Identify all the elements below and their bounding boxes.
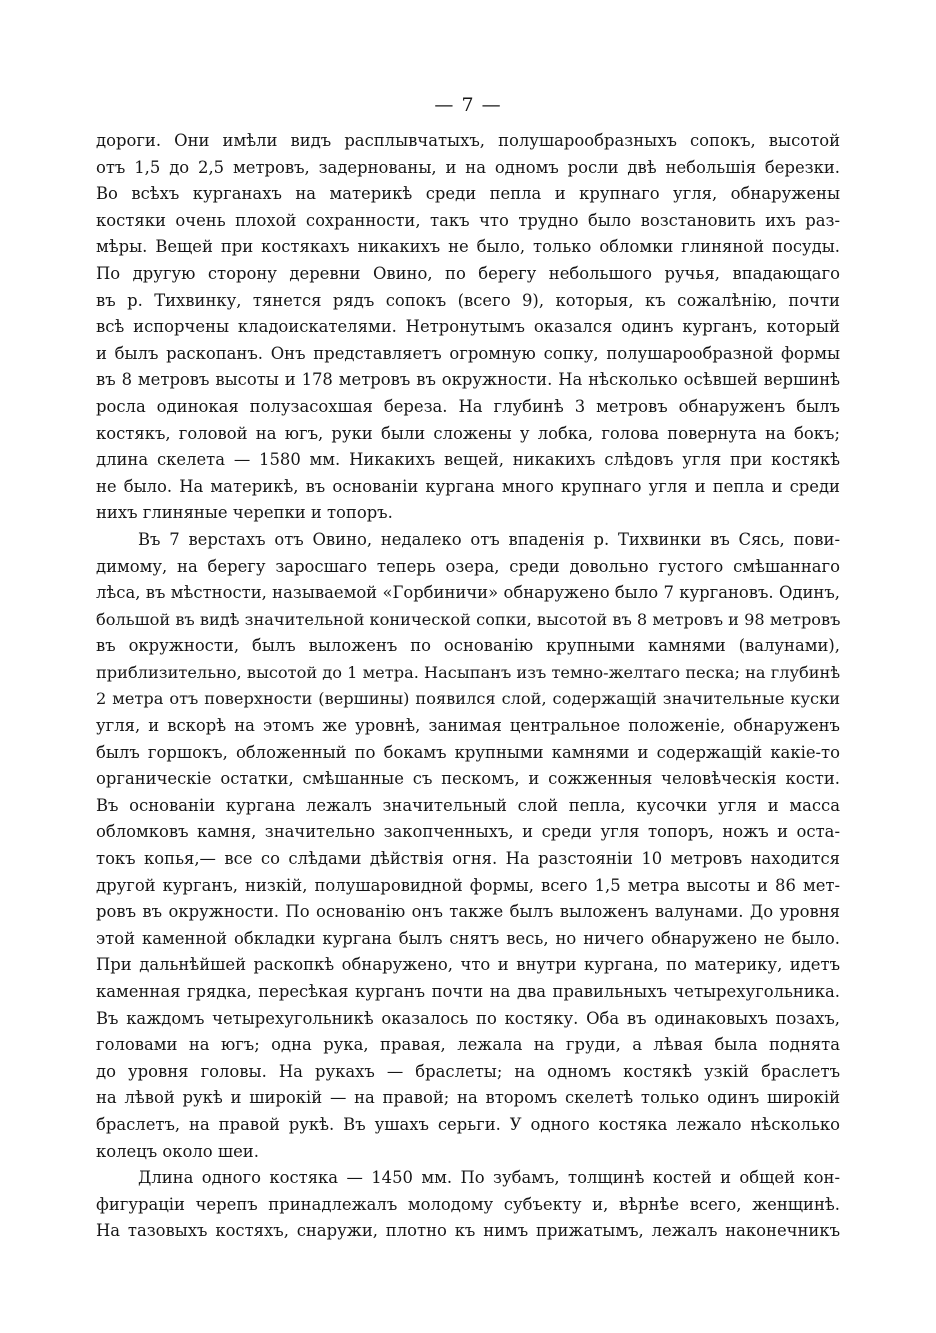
text-line: Въ каждомъ четырехугольникѣ оказалось по костяку. Оба въ одинаковыхъ позахъ, xyxy=(96,1008,840,1028)
text-line: всѣ испорчены кладоискателями. Нетронутымъ оказался одинъ курганъ, который xyxy=(96,317,840,337)
text-line: въ р. Тихвинку, тянется рядъ сопокъ (всего 9), которыя, къ сожалѣнію, почти xyxy=(96,290,840,310)
text-line: въ окружности, былъ выложенъ по основанію крупными камнями (валунами), xyxy=(96,636,840,656)
text-line: каменная грядка, пересѣкая курганъ почти на два правильныхъ четырехугольника. xyxy=(96,982,840,1001)
text-line: ровъ въ окружности. По основанію онъ также былъ выложенъ валунами. До уровня xyxy=(96,902,840,922)
text-line: органическіе остатки, смѣшанные съ пескомъ, и сожженныя человѣческія кости. xyxy=(96,769,840,789)
text-line: нихъ глиняные черепки и топоръ. xyxy=(96,503,393,523)
text-line: На тазовыхъ костяхъ, снаружи, плотно къ нимъ прижатымъ, лежалъ наконечникъ xyxy=(96,1221,840,1241)
text-line: до уровня головы. На рукахъ — браслеты; на одномъ костякѣ узкій браслетъ xyxy=(96,1061,840,1081)
text-line: росла одинокая полузасохшая береза. На глубинѣ 3 метровъ обнаруженъ былъ xyxy=(96,396,840,416)
paragraph-2 xyxy=(96,527,840,1165)
text-line: колецъ около шеи. xyxy=(96,1141,259,1161)
body-text xyxy=(96,128,840,1245)
text-line: дороги. Они имѣли видъ расплывчатыхъ, полушарообразныхъ сопокъ, высотой xyxy=(96,131,840,150)
text-line: Во всѣхъ курганахъ на материкѣ среди пепла и крупнаго угля, обнаружены xyxy=(96,184,840,204)
text-line: другой курганъ, низкій, полушаровидной формы, всего 1,5 метра высоты и 86 мет- xyxy=(96,875,840,895)
text-line: головами на югъ; одна рука, правая, лежала на груди, а лѣвая была поднята xyxy=(96,1035,840,1055)
text-line: костякъ, головой на югъ, руки были сложены у лобка, голова повернута на бокъ; xyxy=(96,423,840,443)
text-line: браслетъ, на правой рукѣ. Въ ушахъ серьги. У одного костяка лежало нѣсколько xyxy=(96,1114,840,1134)
paragraph-1 xyxy=(96,128,840,527)
text-line: Въ основаніи кургана лежалъ значительный слой пепла, кусочки угля и масса xyxy=(96,795,840,815)
page-number: — 7 — xyxy=(434,94,502,116)
text-line: токъ копья,— все со слѣдами дѣйствія огня. На разстояніи 10 метровъ находится xyxy=(96,849,840,869)
paragraph-3 xyxy=(96,1165,840,1245)
text-line: 2 метра отъ поверхности (вершины) появился слой, содержащій значительные куски xyxy=(96,689,840,709)
text-line: При дальнѣйшей раскопкѣ обнаружено, что и внутри кургана, по материку, идетъ xyxy=(96,955,840,975)
text-line: въ 8 метровъ высоты и 178 метровъ въ окружности. На нѣсколько осѣвшей вершинѣ xyxy=(96,370,840,390)
text-line: на лѣвой рукѣ и широкій — на правой; на второмъ скелетѣ только одинъ широкій xyxy=(96,1088,840,1108)
text-line: длина скелета — 1580 мм. Никакихъ вещей, никакихъ слѣдовъ угля при костякѣ xyxy=(96,450,840,470)
text-line: отъ 1,5 до 2,5 метровъ, задернованы, и на одномъ росли двѣ небольшія березки. xyxy=(96,157,840,177)
text-line: и былъ раскопанъ. Онъ представляетъ огромную сопку, полушарообразной формы xyxy=(96,343,840,363)
text-line: былъ горшокъ, обложенный по бокамъ крупными камнями и содержащій какіе-то xyxy=(96,742,840,762)
text-line: обломковъ камня, значительно закопченныхъ, и среди угля топоръ, ножъ и оста- xyxy=(96,822,840,842)
text-line: костяки очень плохой сохранности, такъ что трудно было возстановить ихъ раз- xyxy=(96,210,840,230)
text-line: этой каменной обкладки кургана былъ снятъ весь, но ничего обнаружено не было. xyxy=(96,928,840,948)
text-line: большой въ видѣ значительной конической сопки, высотой въ 8 метровъ и 98 метровъ xyxy=(96,609,841,629)
text-line: Въ 7 верстахъ отъ Овино, недалеко отъ впаденія р. Тихвинки въ Сясь, пови- xyxy=(138,529,840,549)
text-line: приблизительно, высотой до 1 метра. Насыпанъ изъ темно-желтаго песка; на глубинѣ xyxy=(96,662,841,682)
text-line: не было. На материкѣ, въ основаніи кургана много крупнаго угля и пепла и среди xyxy=(96,476,840,496)
text-line: димому, на берегу заросшаго теперь озера, среди довольно густого смѣшаннаго xyxy=(96,556,840,576)
text-line: лѣса, въ мѣстности, называемой «Горбиничи» обнаружено было 7 кургановъ. Одинъ, xyxy=(96,583,840,603)
text-line: Длина одного костяка — 1450 мм. По зубамъ, толщинѣ костей и общей кон- xyxy=(138,1168,840,1188)
text-line: угля, и вскорѣ на этомъ же уровнѣ, занимая центральное положеніе, обнаруженъ xyxy=(96,716,840,736)
text-line: По другую сторону деревни Овино, по берегу небольшого ручья, впадающаго xyxy=(96,263,840,283)
text-line: фигураціи черепъ принадлежалъ молодому субъекту и, вѣрнѣе всего, женщинѣ. xyxy=(96,1194,840,1214)
text-line: мѣры. Вещей при костякахъ никакихъ не было, только обломки глиняной посуды. xyxy=(96,237,840,257)
